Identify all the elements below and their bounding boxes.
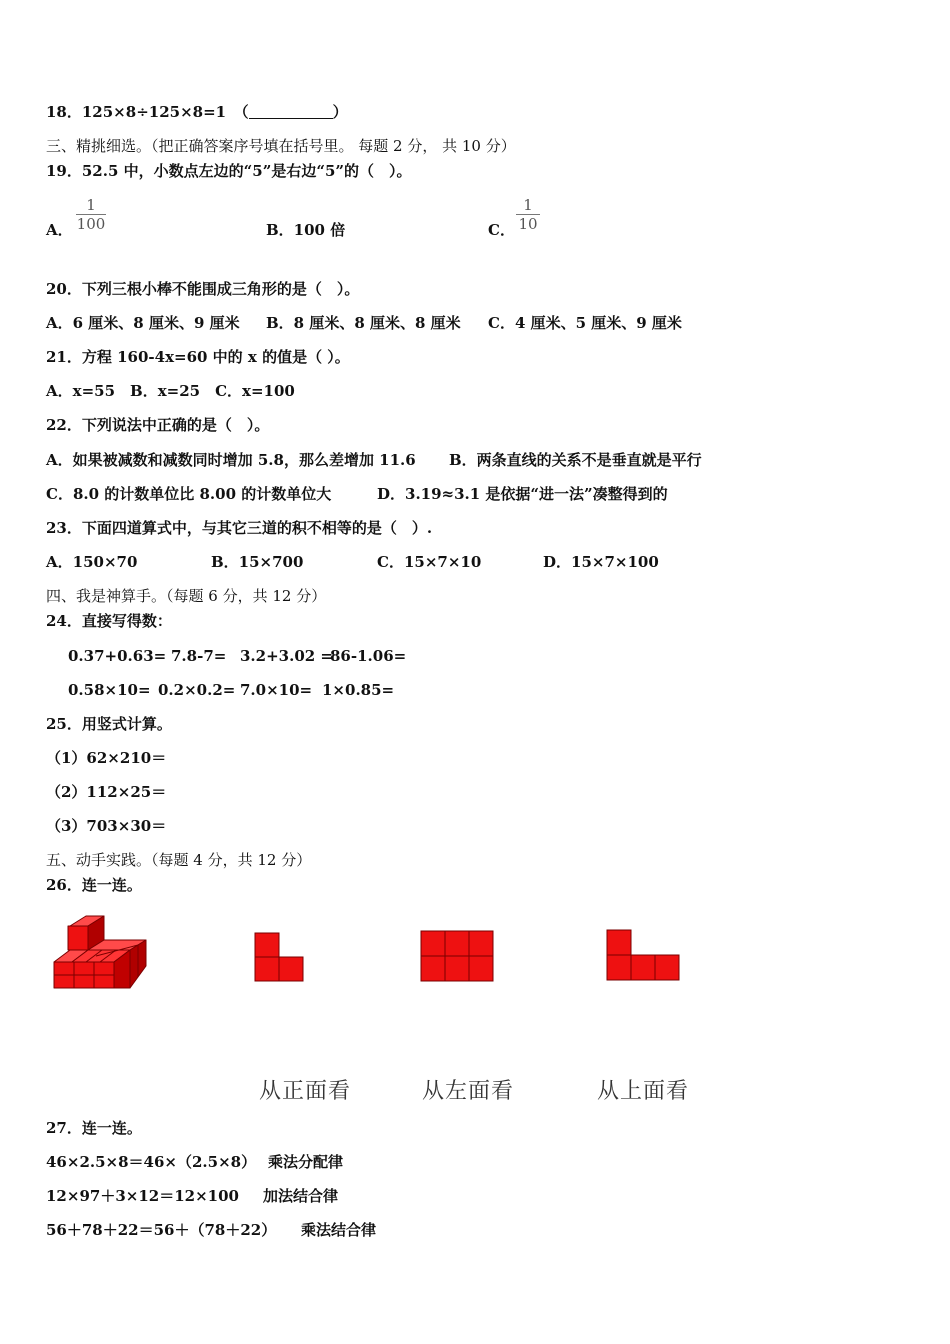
q21-options: A．x=55 B．x=25 C．x=100 — [46, 382, 295, 400]
q27-left-1[interactable]: 46×2.5×8＝46×（2.5×8） — [46, 1153, 257, 1171]
q22-c: C．8.0 的计数单位比 8.00 的计数单位大 — [46, 485, 332, 503]
q24-r2-1: 0.58×10= — [68, 681, 151, 699]
q25-item-2: （2）112×25＝ — [46, 783, 167, 801]
q18-line — [46, 102, 348, 122]
q18-blank[interactable] — [249, 104, 333, 119]
q23-b: B．15×700 — [211, 553, 304, 571]
q27-right-3[interactable]: 乘法结合律 — [301, 1221, 377, 1239]
q27-left-3[interactable]: 56＋78＋22＝56＋（78＋22） — [46, 1221, 277, 1239]
q21-stem: 21．方程 160-4x=60 中的 x 的值是（ ）。 — [46, 348, 350, 366]
q19-a-denominator: 100 — [76, 215, 106, 233]
view-long-l-shape[interactable] — [606, 929, 680, 981]
caption-top-view: 从上面看 — [597, 1079, 690, 1104]
q19-c-fraction — [516, 196, 540, 233]
q24-r1-1: 0.37+0.63= — [68, 647, 167, 665]
view-grid-2x3[interactable] — [420, 930, 494, 982]
q24-r2-4: 1×0.85= — [322, 681, 395, 699]
q23-stem: 23．下面四道算式中，与其它三道的积不相等的是（ ）. — [46, 519, 433, 537]
q20-b: B．8 厘米、8 厘米、8 厘米 — [266, 314, 461, 332]
q20-stem: 20．下列三根小棒不能围成三角形的是（ ）。 — [46, 280, 360, 298]
q18-text: 18．125×8÷125×8=1 （ — [46, 103, 249, 121]
q19-c-denominator: 10 — [518, 215, 538, 233]
q24-r1-3: 3.2+3.02 = — [240, 647, 333, 665]
section-3-heading: 三、精挑细选。（把正确答案序号填在括号里。 每题 2 分， 共 10 分） — [46, 137, 516, 155]
q25-item-1: （1）62×210＝ — [46, 749, 167, 767]
view-l-shape[interactable] — [254, 932, 306, 982]
q27-left-2[interactable]: 12×97＋3×12＝12×100 — [46, 1187, 239, 1205]
q19-a-numerator: 1 — [86, 196, 96, 214]
q19-c-label: C． — [488, 221, 515, 239]
q19-a-label: A． — [46, 221, 73, 239]
q18-close: ） — [332, 103, 348, 121]
q24-r1-4: 86-1.06= — [330, 647, 407, 665]
q27-stem: 27．连一连。 — [46, 1119, 142, 1137]
q26-stem: 26．连一连。 — [46, 876, 142, 894]
q22-a: A．如果被减数和减数同时增加 5.8，那么差增加 11.6 — [46, 451, 416, 469]
q23-c: C．15×7×10 — [377, 553, 482, 571]
q20-a: A．6 厘米、8 厘米、9 厘米 — [46, 314, 240, 332]
q20-c: C．4 厘米、5 厘米、9 厘米 — [488, 314, 682, 332]
caption-left-view: 从左面看 — [422, 1079, 515, 1104]
q23-d: D．15×7×100 — [543, 553, 659, 571]
q24-r1-2: 7.8-7= — [171, 647, 227, 665]
q19-stem: 19．52.5 中，小数点左边的“5”是右边“5”的（ ）。 — [46, 162, 412, 180]
q19-b: B．100 倍 — [266, 221, 346, 239]
q23-a: A．150×70 — [46, 553, 138, 571]
cube-solid-figure[interactable] — [50, 914, 152, 990]
section-5-heading: 五、动手实践。（每题 4 分，共 12 分） — [46, 851, 312, 869]
q19-a-fraction — [76, 196, 106, 233]
q19-c-numerator: 1 — [523, 196, 533, 214]
q22-b: B．两条直线的关系不是垂直就是平行 — [449, 451, 702, 469]
q27-right-1[interactable]: 乘法分配律 — [268, 1153, 344, 1171]
section-4-heading: 四、我是神算手。（每题 6 分，共 12 分） — [46, 587, 327, 605]
q25-stem: 25．用竖式计算。 — [46, 715, 172, 733]
q25-item-3: （3）703×30＝ — [46, 817, 167, 835]
q24-stem: 24．直接写得数： — [46, 612, 172, 630]
q22-d: D．3.19≈3.1 是依据“进一法”凑整得到的 — [377, 485, 668, 503]
q24-r2-2: 0.2×0.2= — [158, 681, 236, 699]
q27-right-2[interactable]: 加法结合律 — [263, 1187, 339, 1205]
q22-stem: 22．下列说法中正确的是（ ）。 — [46, 416, 270, 434]
caption-front-view: 从正面看 — [259, 1079, 352, 1104]
q24-r2-3: 7.0×10= — [240, 681, 313, 699]
